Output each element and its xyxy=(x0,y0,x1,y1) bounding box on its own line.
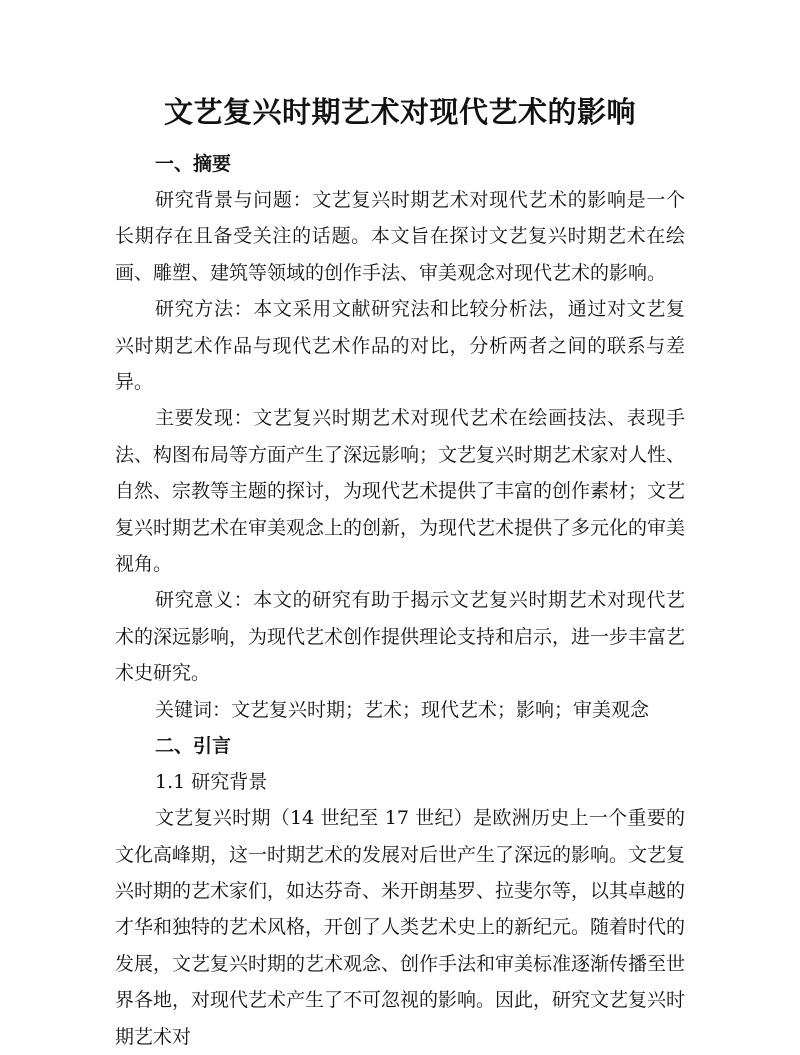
abstract-significance-paragraph: 研究意义：本文的研究有助于揭示文艺复兴时期艺术对现代艺术的深远影响，为现代艺术创作提供理论支持和启示，进一步丰富艺术史研究。 xyxy=(115,589,686,685)
title-spacer xyxy=(115,132,685,146)
document-title: 文艺复兴时期艺术对现代艺术的影响 xyxy=(163,95,636,129)
introduction-paragraph: 文艺复兴时期（14 世纪至 17 世纪）是欧洲历史上一个重要的文化高峰期，这一时期艺术的发展对后世产生了深远的影响。文艺复兴时期的艺术家们，如达芬奇、米开朗基罗、拉斐尔等，以其卓越的才华和独特的艺术风格，开创了人类艺术史上的新纪元。随着时代的发展，文艺复兴时期的艺术观念、创作手法和审美标准逐渐传播至世界各地，对现代艺术产生了不可忽视的影响。因此，研究文艺复兴时期艺术对 xyxy=(115,807,686,1048)
keywords-line: 关键词：文艺复兴时期；艺术；现代艺术；影响；审美观念 xyxy=(155,698,650,721)
abstract-findings-paragraph: 主要发现：文艺复兴时期艺术对现代艺术在绘画技法、表现手法、构图布局等方面产生了深远影响；文艺复兴时期艺术家对人性、自然、宗教等主题的探讨，为现代艺术提供了丰富的创作素材；文艺复兴时期艺术在审美观念上的创新，为现代艺术提供了多元化的审美视角。 xyxy=(115,407,686,576)
abstract-background-paragraph: 研究背景与问题：文艺复兴时期艺术对现代艺术的影响是一个长期存在且备受关注的话题。本文旨在探讨文艺复兴时期艺术在绘画、雕塑、建筑等领域的创作手法、审美观念对现代艺术的影响。 xyxy=(115,189,685,284)
section-heading-introduction: 二、引言 xyxy=(155,735,232,758)
section-heading-abstract: 一、摘要 xyxy=(155,153,232,175)
abstract-method-paragraph: 研究方法：本文采用文献研究法和比较分析法，通过对文艺复兴时期艺术作品与现代艺术作品的对比，分析两者之间的联系与差异。 xyxy=(115,298,685,394)
subsection-heading-research-background: 1.1 研究背景 xyxy=(155,771,268,794)
